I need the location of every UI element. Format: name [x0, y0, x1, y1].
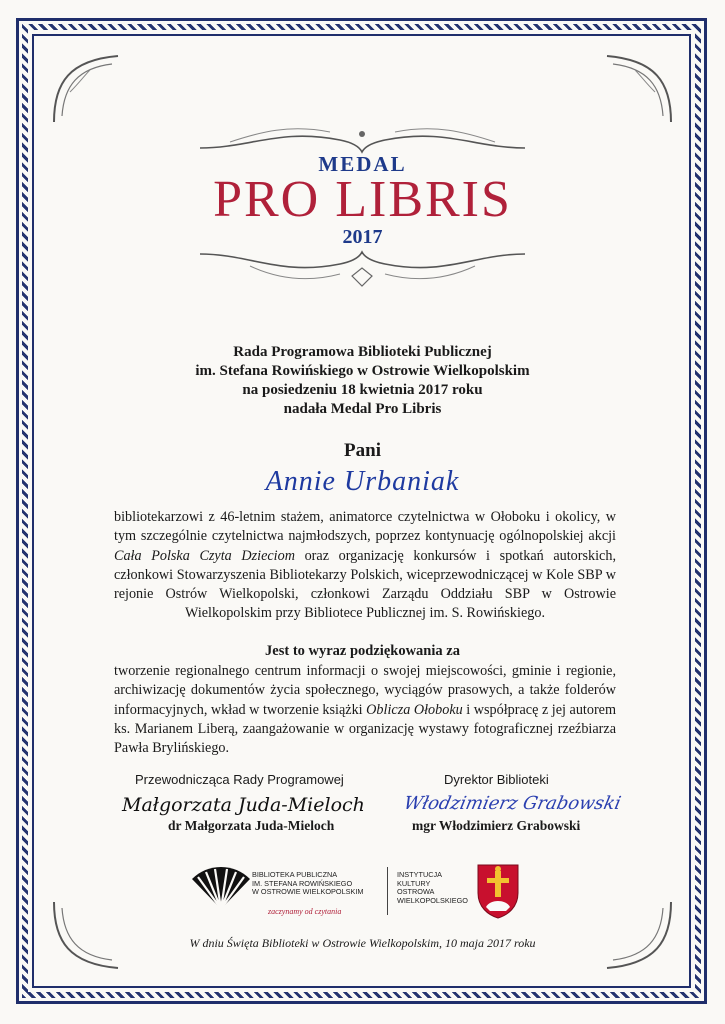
intro-line: im. Stefana Rowińskiego w Ostrowie Wielkopolskim: [195, 363, 530, 379]
medal-title: PRO LIBRIS: [213, 171, 512, 228]
citation-paragraph: [114, 508, 616, 624]
thanks-text: i współpracę z jej autorem ks. Marianem Liberą, zaangażowanie w organizację wystawy fotograficznej rzeźbiarza Pawła Brylińskiego.: [114, 701, 617, 757]
library-name-line: IM. STEFANA ROWIŃSKIEGO: [252, 878, 353, 888]
salutation: Pani: [344, 440, 381, 461]
citation-text: bibliotekarzowi z 46-letnim stażem, animatorce czytelnictwa w Ołoboku i okolicy, w tym szczególnie czytelnictwa najmłodszych, poprzez kontynuację ogólnopolskiej akcji: [114, 509, 616, 545]
date-line: W dniu Święta Biblioteki w Ostrowie Wielkopolskim, 10 maja 2017 roku: [189, 936, 536, 950]
intro-line: na posiedzeniu 18 kwietnia 2017 roku: [242, 382, 483, 398]
citation-text: oraz organizację konkursów i spotkań autorskich, członkowi Stowarzyszenia Bibliotekarzy Polskich, wiceprzewodniczącej w Kole SBP w rejonie Ostrów Wielkopolski, członkowi Zarządu Oddziału SBP w Ostrowie Wielkopolskim przy Bibliotece Publicznej im. S. Rowińskiego.: [114, 547, 616, 622]
intro-block: [0, 343, 725, 419]
right-signatory-role: Dyrektor Biblioteki: [444, 772, 549, 787]
institution-label: [397, 871, 468, 905]
library-name-line: BIBLIOTEKA PUBLICZNA: [252, 870, 338, 879]
thanks-text: tworzenie regionalnego centrum informacji o swojej miejscowości, gminie i regionie, archiwizację dokumentów życia społecznego, wyciągów prasowych, a także folderów informacyjnych, wkład w tworzenie książki: [114, 663, 616, 718]
book-title: Oblicza Ołoboku: [366, 701, 463, 718]
medal-label: MEDAL: [318, 152, 407, 176]
city-crest-icon: [476, 863, 520, 919]
footer-logos: [190, 863, 540, 923]
thanks-paragraph: [114, 662, 616, 758]
library-shell-logo-icon: [190, 865, 252, 911]
medal-year: 2017: [342, 226, 383, 248]
library-name-line: W OSTROWIE WIELKOPOLSKIM: [252, 887, 364, 897]
bottom-ornament-icon: [190, 246, 535, 290]
institution-line: WIELKOPOLSKIEGO: [397, 895, 468, 905]
corner-flourish-icon: [603, 52, 675, 124]
recipient-name: Annie Urbaniak: [265, 466, 460, 497]
intro-line: nadała Medal Pro Libris: [283, 401, 442, 417]
right-signatory-name: mgr Włodzimierz Grabowski: [412, 818, 581, 833]
corner-flourish-icon: [50, 52, 122, 124]
institution-line: KULTURY: [397, 878, 431, 888]
left-handwritten-signature: Małgorzata Juda-Mieloch: [122, 794, 365, 816]
library-motto: zaczynamy od czytania: [268, 907, 342, 916]
thanks-heading: Jest to wyraz podziękowania za: [265, 643, 460, 659]
right-handwritten-signature: Włodzimierz Grabowski: [401, 793, 623, 814]
library-name: [252, 871, 364, 897]
left-signatory-role: Przewodnicząca Rady Programowej: [135, 772, 344, 787]
institution-line: OSTROWA: [397, 887, 435, 897]
logo-divider: [387, 867, 388, 915]
left-signatory-name: dr Małgorzata Juda-Mieloch: [168, 818, 335, 833]
institution-line: INSTYTUCJA: [397, 870, 442, 879]
intro-line: Rada Programowa Biblioteki Publicznej: [233, 344, 492, 360]
campaign-title: Cała Polska Czyta Dzieciom: [114, 547, 295, 564]
